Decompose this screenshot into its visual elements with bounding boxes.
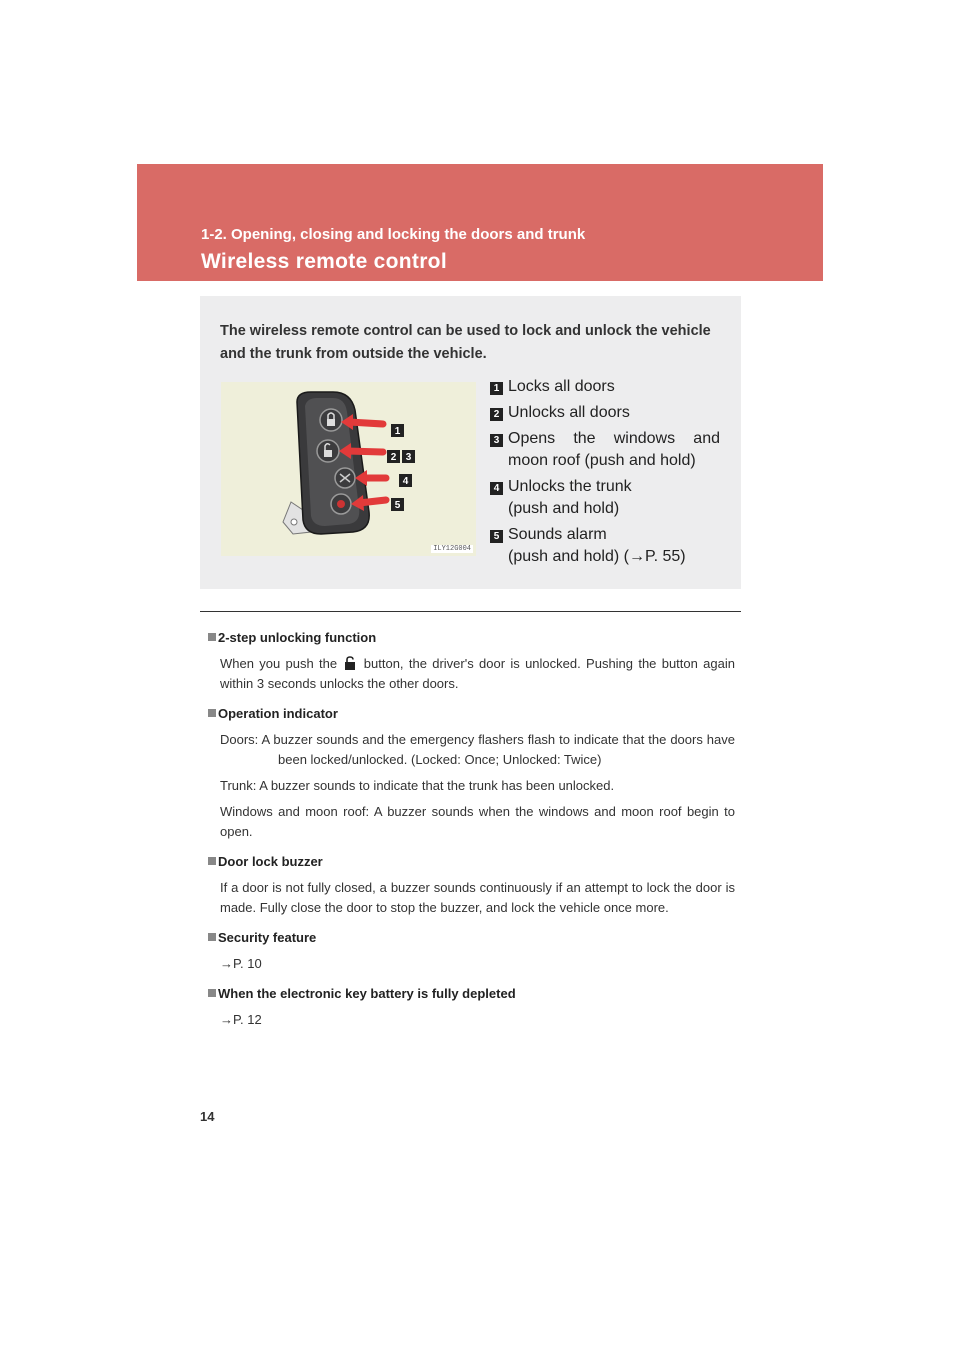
svg-text:2: 2 xyxy=(390,452,397,463)
note-title: Security feature xyxy=(208,930,735,945)
chapter-header xyxy=(137,164,823,281)
key-fob-illustration xyxy=(221,382,476,556)
note-body: When you push the button, the driver's door is unlocked. Pushing the button again within 3 seconds unlocks the other doors. xyxy=(220,656,735,691)
legend-number: 1 xyxy=(490,382,503,395)
note-body: If a door is not fully closed, a buzzer sounds continuously if an attempt to lock the door is made. Fully close the door to stop the buzzer, and lock the vehicle once more. xyxy=(220,880,735,915)
legend-text: Opens the windows and xyxy=(508,430,720,447)
bullet-square-icon xyxy=(208,633,216,641)
legend-text: (push and hold) (→P. 55) xyxy=(508,548,686,565)
page-title: Wireless remote control xyxy=(201,250,447,273)
note-title: Door lock buzzer xyxy=(208,854,735,869)
note-title: Operation indicator xyxy=(208,706,735,721)
cross-reference[interactable]: →P. 10 xyxy=(220,956,262,971)
legend-text: (push and hold) xyxy=(508,500,620,517)
note-title: When the electronic key battery is fully depleted xyxy=(208,986,735,1001)
bullet-square-icon xyxy=(208,933,216,941)
legend-text: Locks all doors xyxy=(508,378,615,395)
svg-text:4: 4 xyxy=(402,476,409,487)
note-title: 2-step unlocking function xyxy=(208,630,735,645)
legend-text: moon roof (push and hold) xyxy=(508,452,696,469)
legend-text: Unlocks the trunk xyxy=(508,478,632,495)
intro-box xyxy=(200,296,741,589)
svg-text:5: 5 xyxy=(394,500,401,511)
section-label: 1-2. Opening, closing and locking the doors and trunk xyxy=(201,226,586,243)
notes xyxy=(208,630,735,1042)
figure-code: ILY12G004 xyxy=(433,545,471,553)
legend-item xyxy=(490,402,720,424)
bullet-square-icon xyxy=(208,857,216,865)
bullet-square-icon xyxy=(208,709,216,717)
legend-item xyxy=(490,524,720,568)
legend-number: 5 xyxy=(490,530,503,543)
note-body: Trunk: A buzzer sounds to indicate that the trunk has been unlocked. xyxy=(220,778,615,793)
bullet-square-icon xyxy=(208,989,216,997)
cross-reference[interactable]: →P. 12 xyxy=(220,1012,262,1027)
svg-text:3: 3 xyxy=(405,452,412,463)
legend-number: 4 xyxy=(490,482,503,495)
legend-item xyxy=(490,376,720,398)
legend-number: 2 xyxy=(490,408,503,421)
section-divider xyxy=(200,611,741,612)
svg-text:1: 1 xyxy=(394,426,401,437)
button-legend xyxy=(490,376,720,572)
legend-item xyxy=(490,428,720,472)
page-number: 14 xyxy=(200,1109,215,1124)
key-fob-figure xyxy=(221,382,476,556)
legend-number: 3 xyxy=(490,434,503,447)
note-body: Windows and moon roof: A buzzer sounds when the windows and moon roof begin to open. xyxy=(220,804,735,839)
legend-text: Sounds alarm xyxy=(508,526,607,543)
legend-text: Unlocks all doors xyxy=(508,404,630,421)
unlock-icon xyxy=(344,656,356,670)
intro-text: The wireless remote control can be used to lock and unlock the vehicle and the trunk from outside the vehicle. xyxy=(220,323,711,362)
note-body: Doors: A buzzer sounds and the emergency flashers flash to indicate that the doors have been locked/unlocked. (Locked: Once; Unlocked: Twice) xyxy=(220,732,735,767)
legend-item xyxy=(490,476,720,520)
